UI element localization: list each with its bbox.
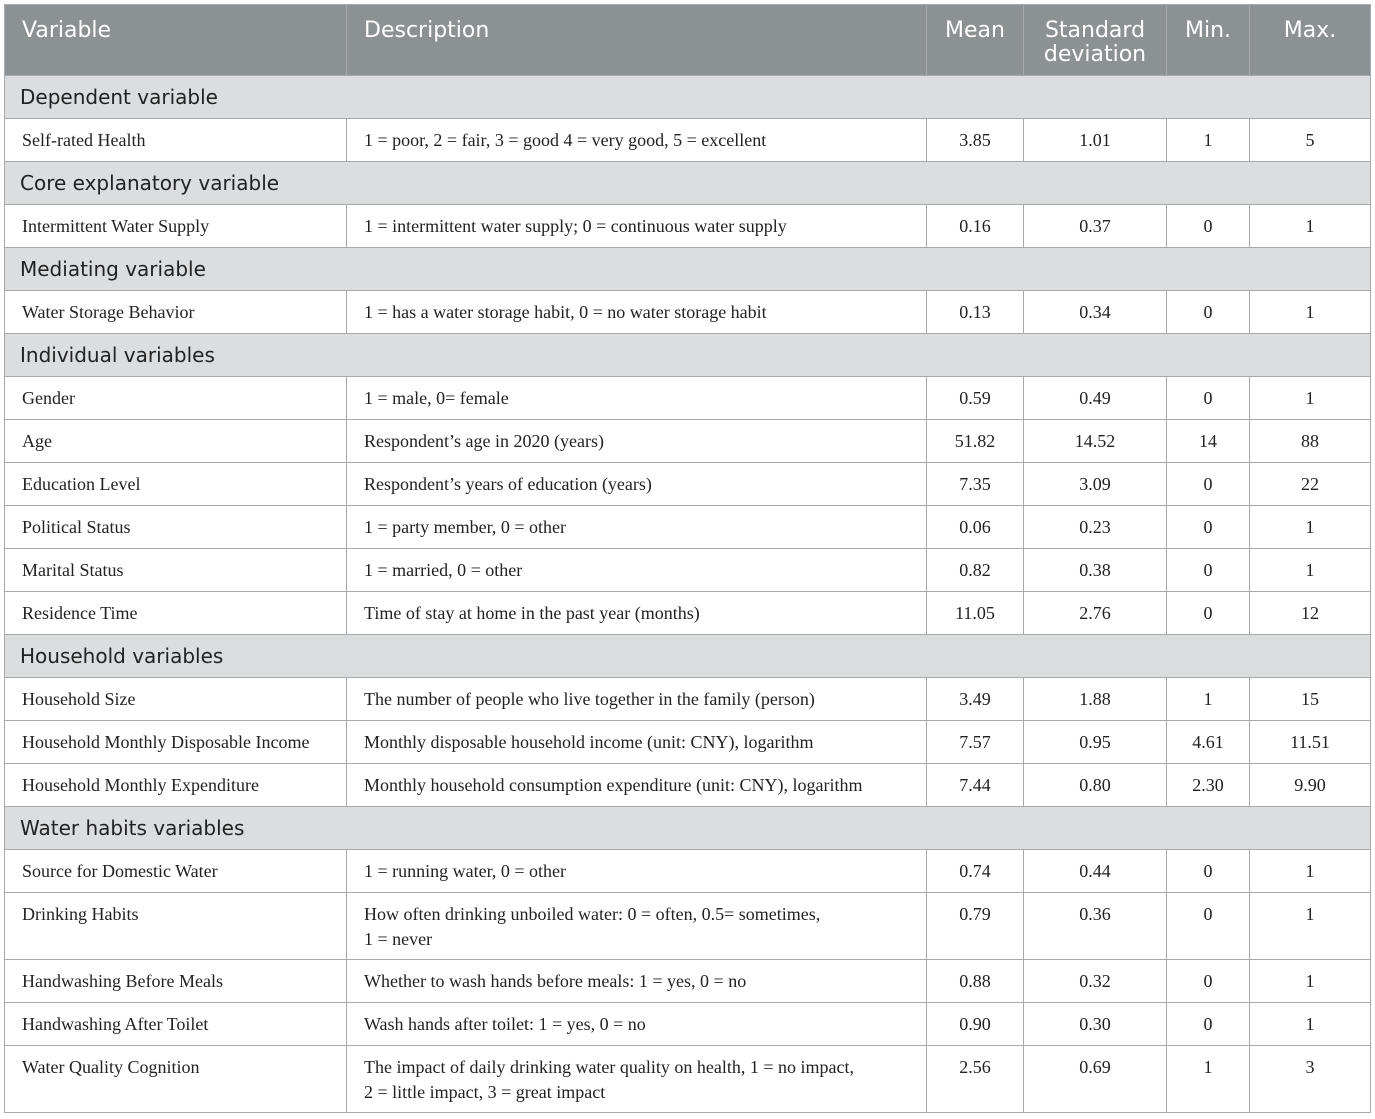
cell-variable: Education Level [5,463,347,506]
cell-max: 11.51 [1250,721,1371,764]
header-min: Min. [1167,5,1250,76]
cell-variable: Handwashing Before Meals [5,960,347,1003]
header-sd-line1: Standard [1044,18,1146,43]
cell-variable: Household Size [5,678,347,721]
cell-description [347,291,927,334]
cell-min: 2.30 [1167,764,1250,807]
cell-min: 0 [1167,506,1250,549]
cell-max: 22 [1250,463,1371,506]
description-line: Wash hands after toilet: 1 = yes, 0 = no [364,1014,646,1034]
cell-variable: Marital Status [5,549,347,592]
table-row [5,506,1371,549]
table-row [5,1046,1371,1113]
cell-standard-deviation: 0.38 [1024,549,1167,592]
cell-standard-deviation: 0.80 [1024,764,1167,807]
cell-mean: 0.79 [927,893,1024,960]
table-row [5,1003,1371,1046]
cell-variable: Water Storage Behavior [5,291,347,334]
cell-standard-deviation: 14.52 [1024,420,1167,463]
table-row [5,592,1371,635]
descriptive-statistics-table [4,4,1371,1113]
cell-mean: 7.44 [927,764,1024,807]
cell-min: 0 [1167,463,1250,506]
cell-description [347,721,927,764]
cell-variable: Source for Domestic Water [5,850,347,893]
cell-standard-deviation: 0.30 [1024,1003,1167,1046]
cell-mean: 0.16 [927,205,1024,248]
cell-variable: Drinking Habits [5,893,347,960]
cell-description [347,1003,927,1046]
table-row [5,893,1371,960]
cell-min: 1 [1167,119,1250,162]
cell-max: 1 [1250,377,1371,420]
table-row [5,960,1371,1003]
cell-mean: 51.82 [927,420,1024,463]
cell-standard-deviation: 0.36 [1024,893,1167,960]
cell-max: 9.90 [1250,764,1371,807]
description-line: The number of people who live together in the family (person) [364,689,815,709]
cell-mean: 7.57 [927,721,1024,764]
description-line: 1 = poor, 2 = fair, 3 = good 4 = very good, 5 = excellent [364,130,767,150]
table-row [5,549,1371,592]
cell-description [347,506,927,549]
description-line: 1 = party member, 0 = other [364,517,567,537]
description-line: 1 = has a water storage habit, 0 = no water storage habit [364,302,767,322]
description-line: 1 = never [364,929,433,949]
cell-description [347,119,927,162]
cell-mean: 0.59 [927,377,1024,420]
cell-variable: Self-rated Health [5,119,347,162]
section-header-row [5,162,1371,205]
cell-max: 12 [1250,592,1371,635]
section-header-row [5,76,1371,119]
cell-variable: Intermittent Water Supply [5,205,347,248]
cell-variable: Residence Time [5,592,347,635]
cell-max: 5 [1250,119,1371,162]
cell-description [347,893,927,960]
cell-mean: 3.49 [927,678,1024,721]
section-title: Water habits variables [5,807,1371,850]
cell-standard-deviation: 0.23 [1024,506,1167,549]
description-line: 1 = running water, 0 = other [364,861,567,881]
description-line: Respondent’s age in 2020 (years) [364,431,604,451]
section-header-row [5,248,1371,291]
cell-standard-deviation: 0.37 [1024,205,1167,248]
description-line: Respondent’s years of education (years) [364,474,652,494]
cell-standard-deviation: 3.09 [1024,463,1167,506]
header-mean: Mean [927,5,1024,76]
cell-min: 0 [1167,1003,1250,1046]
cell-description [347,592,927,635]
cell-variable: Gender [5,377,347,420]
cell-mean: 0.74 [927,850,1024,893]
cell-description [347,463,927,506]
cell-mean: 0.82 [927,549,1024,592]
table-row [5,119,1371,162]
cell-description [347,205,927,248]
description-line: How often drinking unboiled water: 0 = often, 0.5= sometimes, [364,904,821,924]
description-line: Whether to wash hands before meals: 1 = yes, 0 = no [364,971,747,991]
table-row [5,764,1371,807]
cell-max: 1 [1250,1003,1371,1046]
cell-max: 1 [1250,205,1371,248]
cell-variable: Household Monthly Disposable Income [5,721,347,764]
cell-description [347,377,927,420]
cell-min: 1 [1167,678,1250,721]
cell-standard-deviation: 0.34 [1024,291,1167,334]
table-row [5,463,1371,506]
cell-variable: Handwashing After Toilet [5,1003,347,1046]
header-description: Description [347,5,927,76]
cell-max: 1 [1250,850,1371,893]
cell-min: 0 [1167,549,1250,592]
table-row [5,721,1371,764]
cell-min: 1 [1167,1046,1250,1113]
header-sd-line2: deviation [1043,42,1147,67]
cell-mean: 3.85 [927,119,1024,162]
cell-variable: Water Quality Cognition [5,1046,347,1113]
cell-standard-deviation: 0.69 [1024,1046,1167,1113]
cell-variable: Age [5,420,347,463]
cell-standard-deviation: 0.95 [1024,721,1167,764]
description-line: 2 = little impact, 3 = great impact [364,1082,606,1102]
cell-mean: 7.35 [927,463,1024,506]
table-row [5,678,1371,721]
table-body [5,76,1371,1113]
table-header [5,5,1371,76]
cell-min: 14 [1167,420,1250,463]
description-line: Monthly disposable household income (unit: CNY), logarithm [364,732,814,752]
section-header-row [5,334,1371,377]
cell-standard-deviation: 0.32 [1024,960,1167,1003]
section-header-row [5,807,1371,850]
cell-variable: Household Monthly Expenditure [5,764,347,807]
header-variable: Variable [5,5,347,76]
cell-min: 0 [1167,960,1250,1003]
cell-standard-deviation: 2.76 [1024,592,1167,635]
cell-description [347,850,927,893]
cell-max: 15 [1250,678,1371,721]
cell-description [347,420,927,463]
cell-mean: 2.56 [927,1046,1024,1113]
cell-standard-deviation: 0.49 [1024,377,1167,420]
description-line: Monthly household consumption expenditure (unit: CNY), logarithm [364,775,863,795]
description-line: Time of stay at home in the past year (months) [364,603,700,623]
section-header-row [5,635,1371,678]
description-line: 1 = married, 0 = other [364,560,523,580]
cell-mean: 0.90 [927,1003,1024,1046]
section-title: Mediating variable [5,248,1371,291]
cell-description [347,960,927,1003]
cell-max: 3 [1250,1046,1371,1113]
table-row [5,420,1371,463]
table-row [5,291,1371,334]
cell-mean: 11.05 [927,592,1024,635]
cell-description [347,764,927,807]
cell-standard-deviation: 1.01 [1024,119,1167,162]
cell-max: 88 [1250,420,1371,463]
cell-min: 0 [1167,850,1250,893]
cell-max: 1 [1250,506,1371,549]
cell-description [347,549,927,592]
description-line: 1 = intermittent water supply; 0 = continuous water supply [364,216,787,236]
section-title: Individual variables [5,334,1371,377]
cell-standard-deviation: 1.88 [1024,678,1167,721]
cell-max: 1 [1250,893,1371,960]
cell-min: 0 [1167,893,1250,960]
table-row [5,377,1371,420]
cell-min: 0 [1167,377,1250,420]
header-max: Max. [1250,5,1371,76]
section-title: Household variables [5,635,1371,678]
cell-mean: 0.88 [927,960,1024,1003]
description-line: 1 = male, 0= female [364,388,509,408]
cell-min: 4.61 [1167,721,1250,764]
cell-max: 1 [1250,549,1371,592]
cell-variable: Political Status [5,506,347,549]
cell-max: 1 [1250,960,1371,1003]
section-title: Dependent variable [5,76,1371,119]
cell-min: 0 [1167,205,1250,248]
cell-mean: 0.13 [927,291,1024,334]
header-standard-deviation [1024,5,1167,76]
table-row [5,850,1371,893]
cell-description [347,678,927,721]
cell-max: 1 [1250,291,1371,334]
table-row [5,205,1371,248]
cell-description [347,1046,927,1113]
description-line: The impact of daily drinking water quality on health, 1 = no impact, [364,1057,855,1077]
cell-standard-deviation: 0.44 [1024,850,1167,893]
cell-min: 0 [1167,291,1250,334]
cell-min: 0 [1167,592,1250,635]
cell-mean: 0.06 [927,506,1024,549]
section-title: Core explanatory variable [5,162,1371,205]
